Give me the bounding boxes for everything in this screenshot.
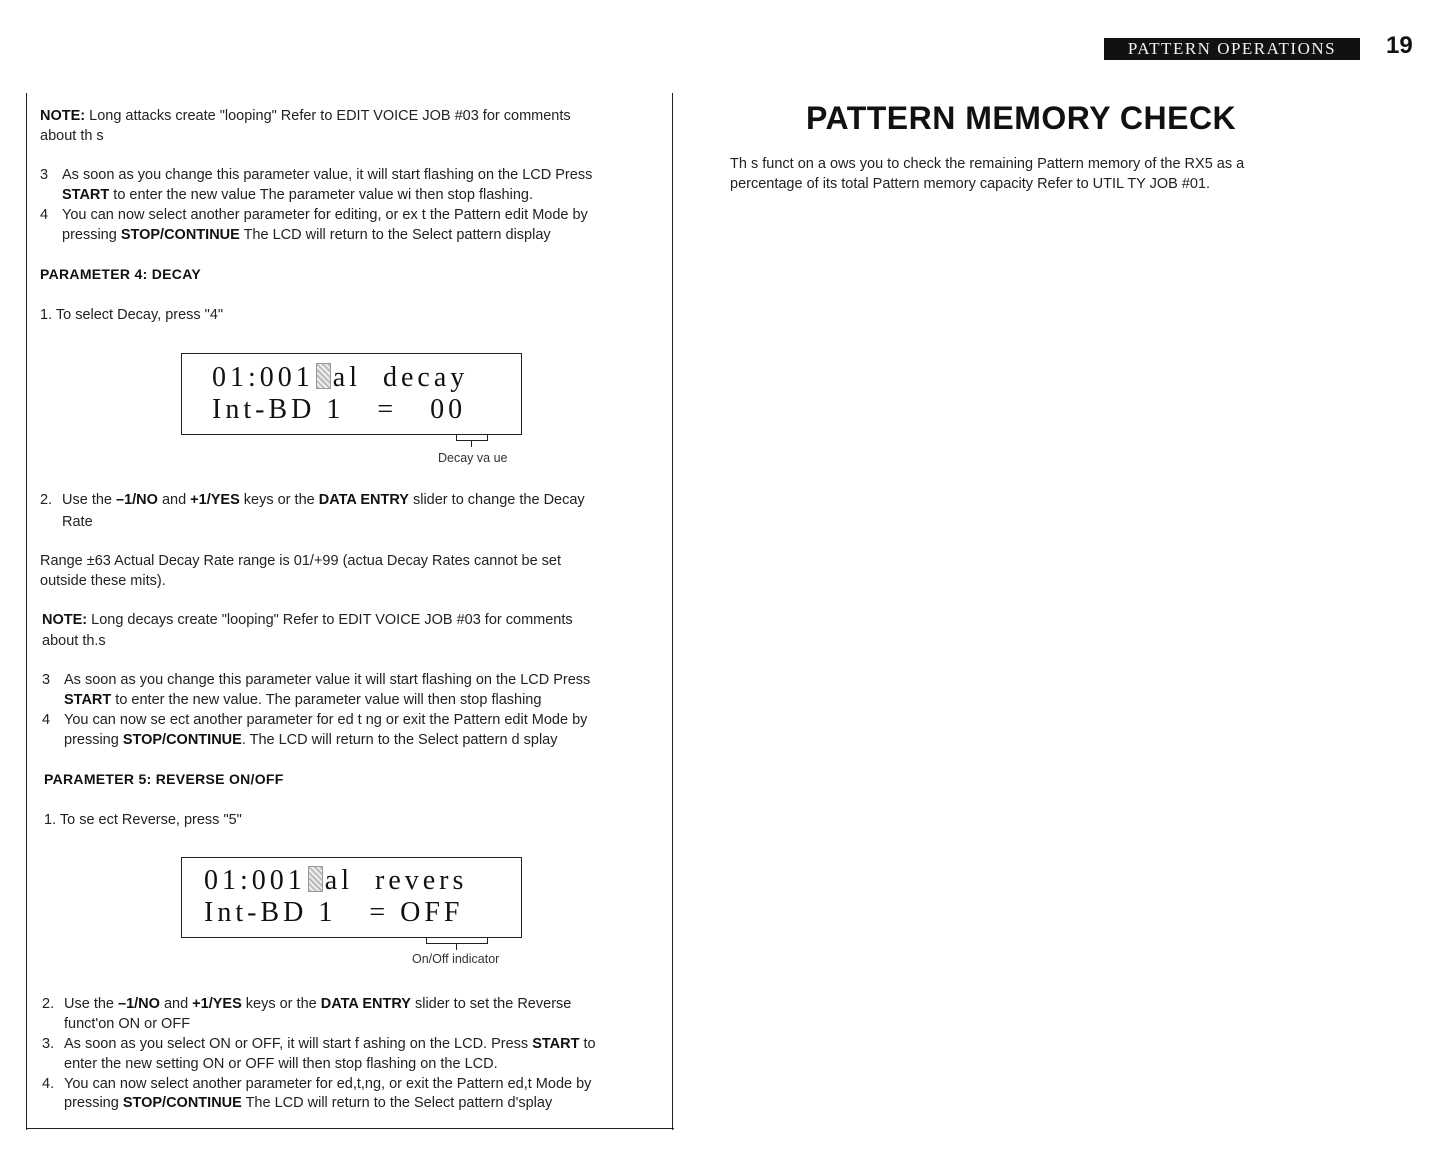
lcd-text: 01:001 — [204, 865, 306, 896]
step-4-line-2 — [62, 225, 551, 245]
lcd-line-2: Int-BD 1 = 00 — [212, 394, 467, 425]
data-entry-slider: DATA ENTRY — [318, 492, 409, 508]
step-number: 4 — [40, 207, 49, 223]
note-attack-line-1 — [40, 106, 571, 126]
step-3-text: to enter the new value The parameter value wi then stop flashing. — [109, 187, 533, 203]
step-text: pressing — [64, 732, 123, 748]
lcd-line-1 — [212, 362, 468, 394]
memory-check-body-line-1: Th s funct on a ows you to check the remaining Pattern memory of the RX5 as a — [730, 156, 1245, 172]
stop-continue-key: STOP/CONTINUE — [122, 1095, 242, 1111]
step-text: and — [159, 996, 193, 1012]
step-3-line-2 — [62, 185, 533, 205]
data-entry-slider: DATA ENTRY — [320, 996, 411, 1012]
parameter-5-heading: PARAMETER 5: REVERSE ON/OFF — [44, 771, 284, 787]
step-text: slider to set the Reverse — [410, 996, 572, 1012]
note-decay-line-1 — [42, 610, 573, 630]
step-number: 2. — [40, 492, 53, 508]
note-text: Long decays create "looping" Refer to EDIT VOICE JOB #03 for comments — [87, 612, 573, 628]
lcd-display-reverse — [181, 857, 522, 938]
step-number: 2. — [42, 996, 55, 1012]
step-text: keys or the — [241, 996, 321, 1012]
lcd-text: 01:001 — [212, 362, 314, 393]
decay-step-4-line-2 — [64, 730, 557, 750]
step-number: 4 — [42, 712, 51, 728]
start-key: START — [64, 692, 112, 708]
plus-yes-key: +1/YES — [190, 492, 240, 508]
note-label: NOTE: — [40, 108, 86, 124]
step-number: 3 — [42, 672, 51, 688]
reverse-step-2-line-1 — [64, 994, 571, 1014]
decay-step-2-line-2: Rate — [62, 514, 93, 530]
step-number: 3 — [40, 167, 49, 183]
column-border-left — [26, 93, 27, 1130]
reverse-step-3-line-2: enter the new setting ON or OFF will then stop flashing on the LCD. — [64, 1056, 498, 1072]
decay-step-3-line-1: As soon as you change this parameter value it will start flashing on the LCD Press — [64, 672, 591, 688]
stop-continue-key: STOP/CONTINUE — [120, 227, 240, 243]
lcd-line-1 — [204, 865, 467, 897]
decay-value-bracket-stem — [471, 441, 472, 447]
decay-range-line-2: outside these mits). — [40, 573, 166, 589]
step-text: keys or the — [239, 492, 319, 508]
lcd-text: al decay — [332, 362, 469, 393]
decay-step-1: 1. To select Decay, press "4" — [40, 307, 224, 323]
decay-step-2-line-1 — [62, 490, 585, 510]
on-off-bracket-stem — [456, 944, 457, 950]
page-title: PATTERN MEMORY CHECK — [806, 100, 1237, 136]
stop-continue-key: STOP/CONTINUE — [122, 732, 242, 748]
parameter-4-heading: PARAMETER 4: DECAY — [40, 266, 201, 282]
step-text: As soon as you select ON or OFF, it will start f ashing on the LCD. Press — [64, 1036, 533, 1052]
step-number: 3. — [42, 1036, 55, 1052]
lcd-display-decay — [181, 353, 522, 435]
start-key: START — [532, 1036, 580, 1052]
step-text: The LCD will return to the Select pattern d'splay — [241, 1095, 553, 1111]
reverse-step-4-line-1: You can now select another parameter for ed,t,ng, or exit the Pattern ed,t Mode by — [64, 1076, 592, 1092]
plus-yes-key: +1/YES — [192, 996, 242, 1012]
step-number: 4. — [42, 1076, 55, 1092]
step-4-line-1: You can now select another parameter for editing, or ex t the Pattern edit Mode by — [62, 207, 588, 223]
decay-value-caption: Decay va ue — [438, 451, 508, 465]
memory-check-body-line-2: percentage of its total Pattern memory capacity Refer to UTIL TY JOB #01. — [730, 176, 1211, 192]
left-column — [26, 93, 674, 1130]
decay-step-3-line-2 — [64, 690, 541, 710]
reverse-step-3-line-1 — [64, 1034, 596, 1054]
column-border-bottom — [26, 1128, 674, 1129]
section-tab: PATTERN OPERATIONS — [1104, 38, 1360, 60]
column-border-right — [672, 93, 673, 1130]
lcd-cursor-block — [308, 866, 323, 892]
step-text: Use the — [64, 996, 118, 1012]
decay-range-line-1: Range ±63 Actual Decay Rate range is 01/+99 (actua Decay Rates cannot be set — [40, 553, 562, 569]
note-label: NOTE: — [42, 612, 88, 628]
lcd-text: al revers — [324, 865, 468, 896]
step-3-line-1: As soon as you change this parameter value, it will start flashing on the LCD Press — [62, 167, 593, 183]
minus-no-key: –1/NO — [118, 996, 160, 1012]
step-4-text: The LCD will return to the Select pattern display — [239, 227, 551, 243]
step-text: and — [157, 492, 191, 508]
decay-value-bracket — [456, 434, 488, 441]
lcd-cursor-block — [316, 363, 331, 389]
decay-step-4-line-1: You can now se ect another parameter for ed t ng or exit the Pattern edit Mode by — [64, 712, 588, 728]
note-decay-line-2: about th.s — [42, 633, 106, 649]
step-text: slider to change the Decay — [408, 492, 585, 508]
minus-no-key: –1/NO — [116, 492, 158, 508]
note-attack-line-2: about th s — [40, 128, 104, 144]
reverse-step-1: 1. To se ect Reverse, press "5" — [44, 812, 242, 828]
step-text: pressing — [64, 1095, 123, 1111]
step-text: Use the — [62, 492, 116, 508]
on-off-bracket — [426, 937, 488, 944]
lcd-line-2: Int-BD 1 = OFF — [204, 897, 464, 928]
reverse-step-2-line-2: funct'on ON or OFF — [64, 1016, 191, 1032]
page-number: 19 — [1386, 32, 1413, 59]
start-key: START — [62, 187, 110, 203]
reverse-step-4-line-2 — [64, 1093, 552, 1113]
note-text: Long attacks create "looping" Refer to EDIT VOICE JOB #03 for comments — [89, 108, 571, 124]
step-4-text: pressing — [62, 227, 121, 243]
step-text: . The LCD will return to the Select pattern d splay — [241, 732, 558, 748]
step-text: to enter the new value. The parameter value will then stop flashing — [111, 692, 542, 708]
step-text: to — [579, 1036, 596, 1052]
on-off-caption: On/Off indicator — [412, 952, 500, 966]
